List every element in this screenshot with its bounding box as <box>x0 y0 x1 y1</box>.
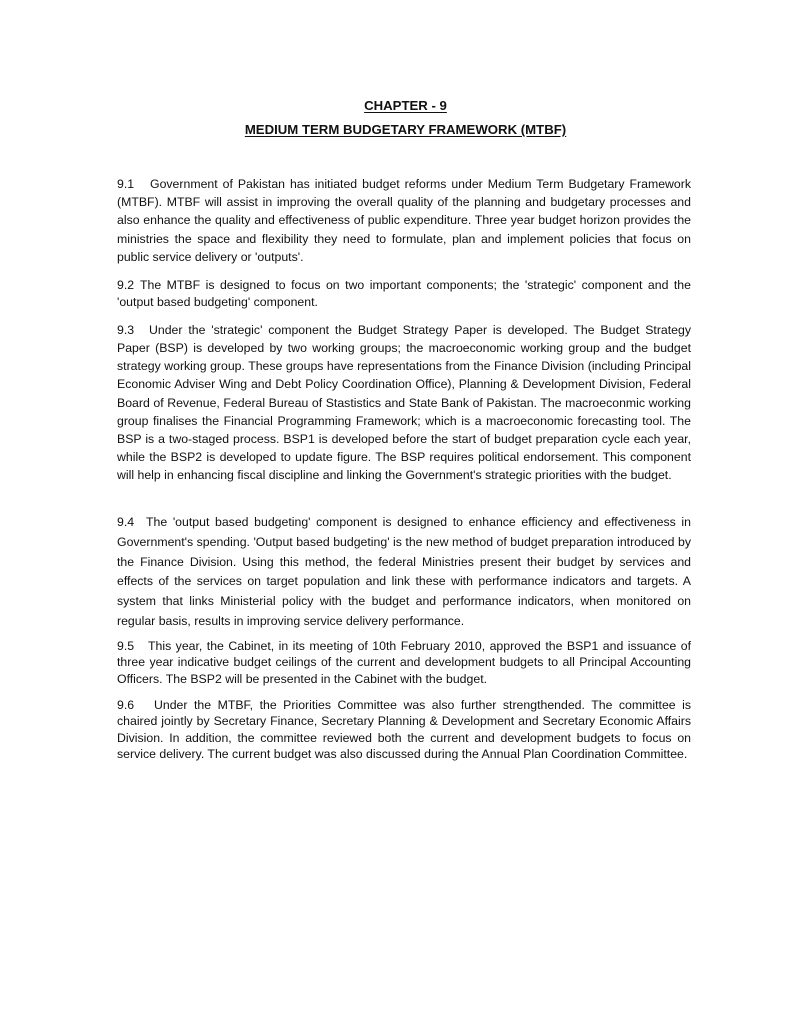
paragraph-number: 9.6 <box>117 698 135 712</box>
chapter-title: MEDIUM TERM BUDGETARY FRAMEWORK (MTBF) <box>244 122 567 137</box>
paragraph-text: This year, the Cabinet, in its meeting of 10th February 2010, approved the BSP1 and issuance of three year indicative budget ceilings of the current and development budgets to all Principal Accounting Officers. The BSP2 will be presented in the Cabinet with the budget. <box>117 639 691 686</box>
paragraph-number: 9.1 <box>117 177 135 191</box>
paragraph-text: The 'output based budgeting' component is designed to enhance efficiency and effectiveness in Government's spending. 'Output based budgeting' is the new method of budget preparation introduced by the Finance Division. Using this method, the federal Ministries present their budget by services and effects of the services on target population and link these with performance indicators and targets. A system that links Ministerial policy with the budget and performance indicators, when monitored on regular basis, results in improving service delivery performance. <box>117 515 691 628</box>
paragraph-text: Government of Pakistan has initiated budget reforms under Medium Term Budgetary Framework (MTBF). MTBF will assist in improving the overall quality of the planning and budgetary processes and also enhance the quality and effectiveness of public expenditure. Three year budget horizon provides the ministries the space and flexibility they need to formulate, plan and implement policies that focus on public service delivery or 'outputs'. <box>117 177 691 264</box>
paragraph-number: 9.3 <box>117 323 135 337</box>
paragraph-text: The MTBF is designed to focus on two important components; the 'strategic' component and the 'output based budgeting' component. <box>117 278 691 309</box>
paragraph-9-3 <box>117 321 691 484</box>
paragraph-number: 9.4 <box>117 515 135 529</box>
paragraph-9-5 <box>117 638 691 687</box>
paragraph-9-6 <box>117 697 691 763</box>
chapter-label: CHAPTER - 9 <box>364 98 447 113</box>
paragraph-number: 9.5 <box>117 639 135 653</box>
paragraph-9-1 <box>117 175 691 266</box>
paragraph-9-4 <box>117 513 691 632</box>
paragraph-text: Under the MTBF, the Priorities Committee was also further strengthended. The committee is chaired jointly by Secretary Finance, Secretary Planning & Development and Secretary Economic Affairs Division. In addition, the committee reviewed both the current and development budgets to focus on service delivery. The current budget was also discussed during the Annual Plan Coordination Committee. <box>117 698 691 762</box>
paragraph-text: Under the 'strategic' component the Budget Strategy Paper is developed. The Budget Strategy Paper (BSP) is developed by two working groups; the macroeconomic working group and the budget strategy working group. These groups have representations from the Finance Division (including Principal Economic Adviser Wing and Debt Policy Coordination Office), Planning & Development Division, Federal Board of Revenue, Federal Bureau of Stastistics and State Bank of Pakistan. The macroeconmic working group finalises the Financial Programming Framework; which is a macroeconomic forecasting tool. The BSP is a two-staged process. BSP1 is developed before the start of budget preparation cycle each year, while the BSP2 is developed to update figure. The BSP requires political endorsement. This component will help in enhancing fiscal discipline and linking the Government's strategic priorities with the budget. <box>117 323 691 483</box>
paragraph-number: 9.2 <box>117 278 135 292</box>
paragraph-9-2 <box>117 277 691 310</box>
